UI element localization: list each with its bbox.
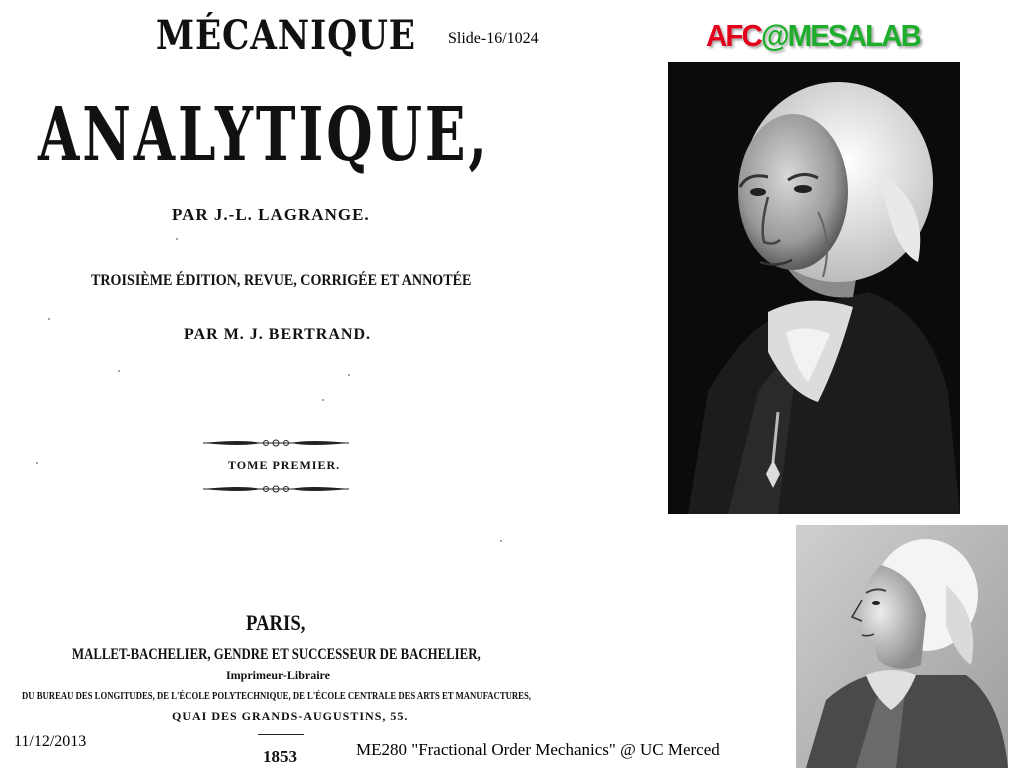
scan-speck bbox=[118, 370, 120, 372]
brand-logo-mesalab: @MESALAB bbox=[760, 18, 920, 53]
book-publisher: MALLET-BACHELIER, GENDRE ET SUCCESSEUR DE BACHELIER, bbox=[72, 646, 481, 663]
ornamental-divider-top bbox=[203, 436, 349, 450]
scan-speck bbox=[348, 374, 350, 376]
scan-speck bbox=[36, 462, 38, 464]
book-author: PAR J.-L. LAGRANGE. bbox=[172, 205, 370, 224]
book-year: 1853 bbox=[263, 747, 297, 766]
brand-logo bbox=[706, 18, 920, 54]
book-volume: TOME PREMIER. bbox=[228, 458, 341, 472]
book-title-line2: ANALYTIQUE, bbox=[38, 92, 490, 178]
scan-speck bbox=[48, 318, 50, 320]
footer-course-title: ME280 "Fractional Order Mechanics" @ UC Merced bbox=[356, 740, 720, 759]
book-city: PARIS, bbox=[246, 610, 306, 635]
book-title-line1: MÉCANIQUE bbox=[156, 12, 416, 59]
book-publisher-role: Imprimeur-Libraire bbox=[226, 668, 330, 682]
book-editor: PAR M. J. BERTRAND. bbox=[184, 326, 372, 343]
scan-speck bbox=[176, 238, 178, 240]
year-rule bbox=[258, 734, 304, 735]
ornamental-divider-bottom bbox=[203, 482, 349, 496]
brand-logo-afc: AFC bbox=[706, 18, 761, 53]
scan-speck bbox=[500, 540, 502, 542]
scan-speck bbox=[322, 399, 324, 401]
lagrange-portrait-large bbox=[668, 62, 960, 514]
slide-number: Slide-16/1024 bbox=[448, 30, 539, 47]
footer-date: 11/12/2013 bbox=[14, 733, 87, 750]
lagrange-engraving-small bbox=[796, 525, 1008, 768]
book-institutions: DU BUREAU DES LONGITUDES, DE L'ÉCOLE POLYTECHNIQUE, DE L'ÉCOLE CENTRALE DES ARTS ET MANUFACTURES, bbox=[22, 690, 531, 702]
book-address: QUAI DES GRANDS-AUGUSTINS, 55. bbox=[172, 709, 409, 723]
book-edition: TROISIÈME ÉDITION, REVUE, CORRIGÉE ET ANNOTÉE bbox=[91, 272, 472, 289]
